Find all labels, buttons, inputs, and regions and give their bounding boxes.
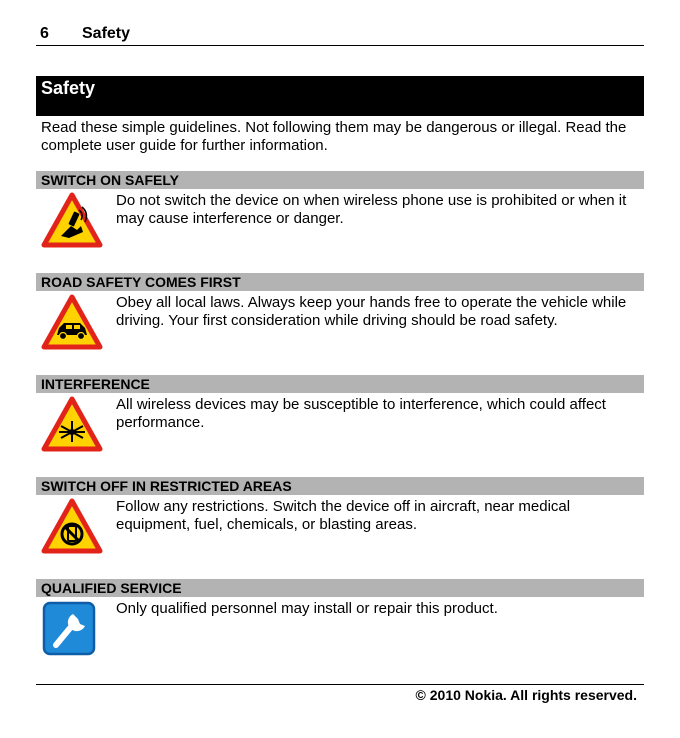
banner-title: Safety <box>41 78 96 98</box>
section-text-switch-on-safely: Do not switch the device on when wireless phone use is prohibited or when it may cause interference or danger. <box>116 192 627 227</box>
footer-rule <box>36 684 644 685</box>
intro-paragraph: Read these simple guidelines. Not following them may be dangerous or illegal. Read the complete user guide for further information. <box>41 119 627 154</box>
footer-copyright: © 2010 Nokia. All rights reserved. <box>415 687 637 703</box>
section-heading-label: SWITCH ON SAFELY <box>41 172 179 188</box>
section-text-interference: All wireless devices may be susceptible to interference, which could affect performance. <box>116 396 606 431</box>
section-heading-qualified-service <box>36 579 644 597</box>
section-heading-restricted-areas <box>36 477 644 495</box>
section-heading-switch-on-safely <box>36 171 644 189</box>
section-heading-label: ROAD SAFETY COMES FIRST <box>41 274 241 290</box>
section-text-restricted-areas: Follow any restrictions. Switch the device off in aircraft, near medical equipment, fuel, chemicals, or blasting areas. <box>116 498 571 533</box>
section-banner <box>36 76 644 116</box>
wrench-icon <box>41 600 103 656</box>
section-heading-label: SWITCH OFF IN RESTRICTED AREAS <box>41 478 292 494</box>
section-heading-interference <box>36 375 644 393</box>
section-heading-road-safety <box>36 273 644 291</box>
header-title: Safety <box>82 25 131 42</box>
page-number: 6 <box>40 25 49 42</box>
hand-phone-warning-icon <box>41 192 103 248</box>
no-phone-warning-icon <box>41 498 103 554</box>
section-text-road-safety: Obey all local laws. Always keep your hands free to operate the vehicle while driving. Your first consideration while driving should be road safety. <box>116 294 627 329</box>
section-heading-label: QUALIFIED SERVICE <box>41 580 182 596</box>
interference-warning-icon <box>41 396 103 452</box>
page-header <box>36 22 644 46</box>
section-heading-label: INTERFERENCE <box>41 376 150 392</box>
car-warning-icon <box>41 294 103 350</box>
section-text-qualified-service: Only qualified personnel may install or repair this product. <box>116 600 498 617</box>
